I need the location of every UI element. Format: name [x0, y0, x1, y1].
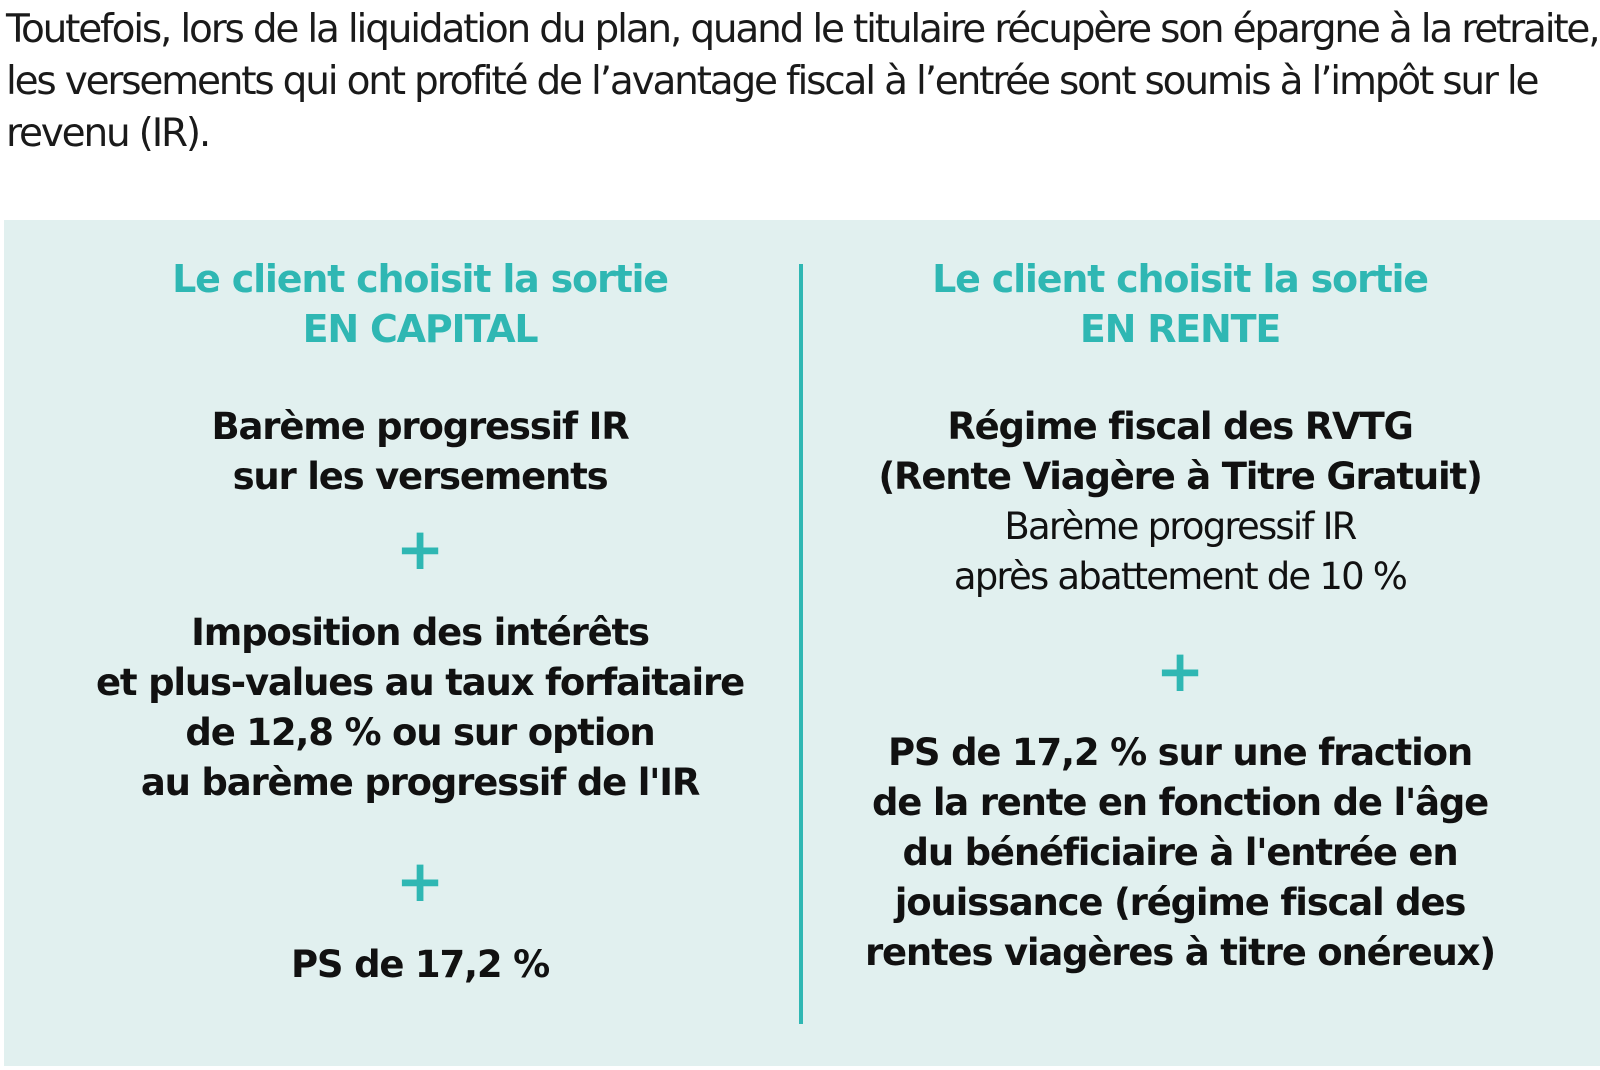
- rente-item-line: jouissance (régime fiscal des: [894, 881, 1466, 924]
- rente-item-line: Régime fiscal des RVTG: [947, 405, 1413, 448]
- intro-paragraph: [6, 4, 1599, 160]
- plus-icon: +: [395, 847, 445, 915]
- rente-item-1-bold: [820, 402, 1540, 502]
- capital-column: [60, 254, 780, 990]
- intro-line: revenu (IR).: [6, 111, 210, 156]
- rente-title-line: Le client choisit la sortie: [932, 257, 1428, 301]
- rente-item-line: après abattement de 10 %: [953, 555, 1407, 598]
- capital-item-2: [60, 608, 780, 808]
- rente-item-line: PS de 17,2 % sur une fraction: [888, 731, 1472, 774]
- rente-column: [820, 254, 1540, 978]
- intro-line: les versements qui ont profité de l’avantage fiscal à l’entrée sont soumis à l’impôt sur le: [6, 59, 1538, 104]
- rente-item-line: rentes viagères à titre onéreux): [864, 931, 1495, 974]
- rente-item-line: (Rente Viagère à Titre Gratuit): [878, 455, 1482, 498]
- plus-icon: +: [1155, 637, 1205, 705]
- capital-item-line: et plus-values au taux forfaitaire: [96, 661, 744, 704]
- capital-item-3: [60, 940, 780, 990]
- rente-item-line: de la rente en fonction de l'âge: [871, 781, 1489, 824]
- capital-title-line: EN CAPITAL: [302, 307, 538, 351]
- capital-title-line: Le client choisit la sortie: [172, 257, 668, 301]
- capital-item-line: de 12,8 % ou sur option: [185, 711, 655, 754]
- capital-item-1: [60, 402, 780, 502]
- capital-item-line: PS de 17,2 %: [291, 943, 549, 986]
- capital-title: [60, 254, 780, 354]
- rente-title: [820, 254, 1540, 354]
- rente-title-line: EN RENTE: [1079, 307, 1281, 351]
- column-divider: [799, 264, 803, 1024]
- capital-item-line: au barème progressif de l'IR: [140, 761, 700, 804]
- capital-item-line: Imposition des intérêts: [191, 611, 649, 654]
- rente-item-line: Barème progressif IR: [1004, 505, 1356, 548]
- rente-item-2: [820, 728, 1540, 978]
- capital-item-line: Barème progressif IR: [211, 405, 629, 448]
- capital-item-line: sur les versements: [232, 455, 608, 498]
- rente-item-1: [820, 402, 1540, 602]
- plus-icon: +: [395, 515, 445, 583]
- intro-line: Toutefois, lors de la liquidation du plan, quand le titulaire récupère son épargne à la retraite,: [6, 7, 1599, 52]
- rente-item-line: du bénéficiaire à l'entrée en: [902, 831, 1458, 874]
- rente-item-1-regular: [820, 502, 1540, 602]
